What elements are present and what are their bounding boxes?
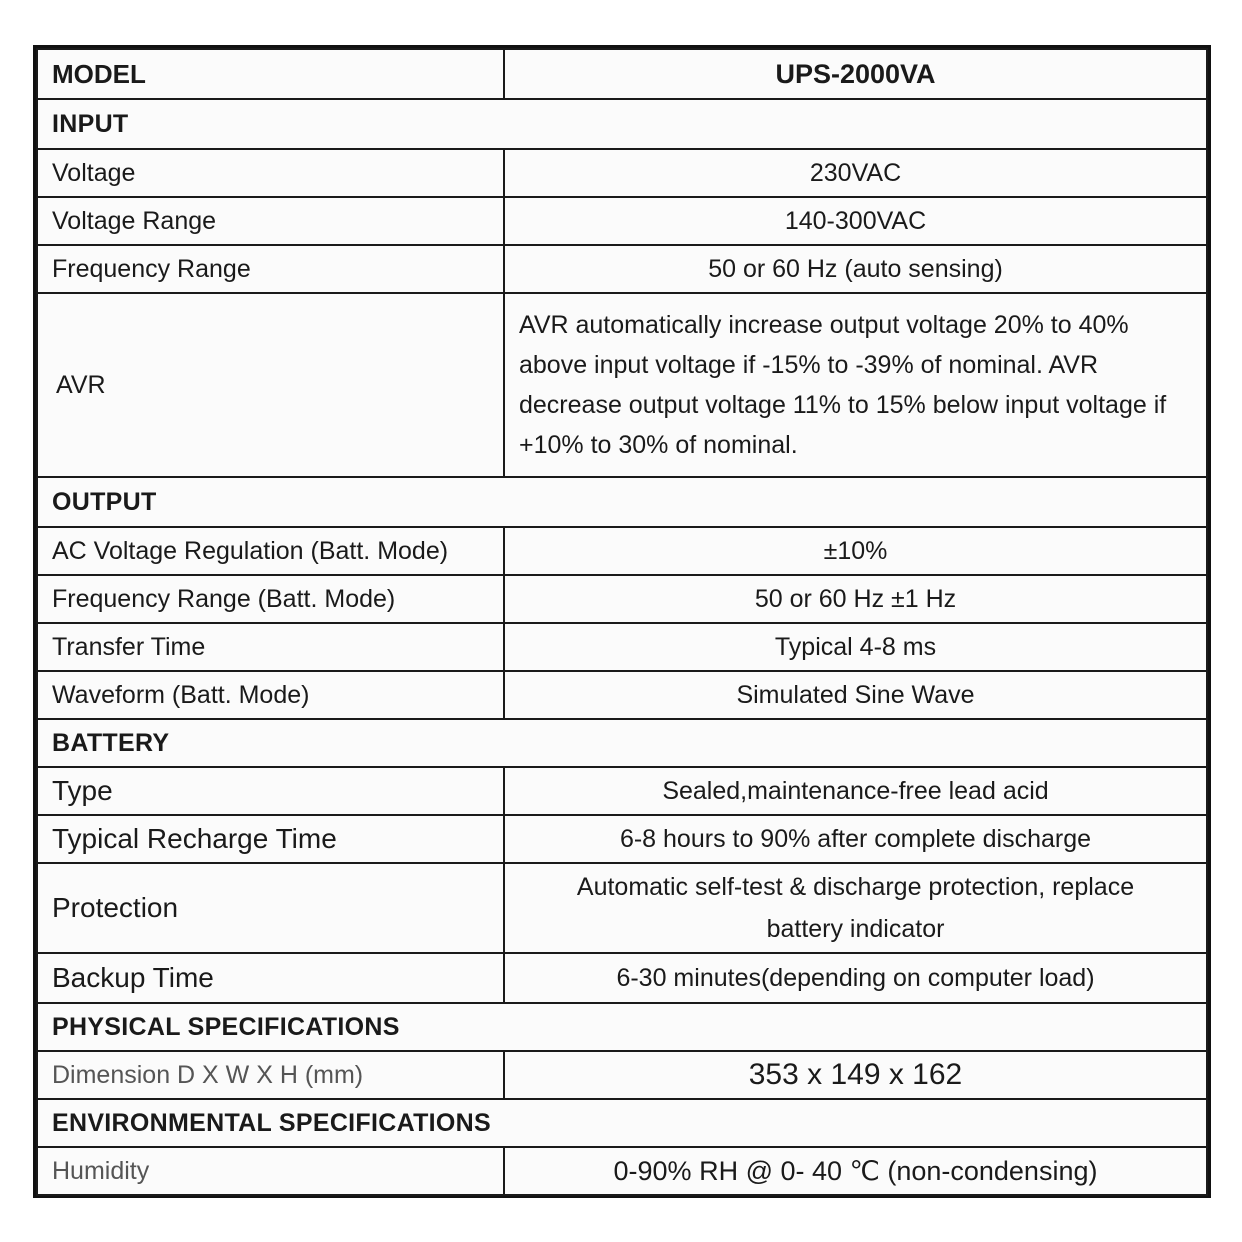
row-value: 6-30 minutes(depending on computer load) (504, 953, 1207, 1003)
row-value: 6-8 hours to 90% after complete discharge (504, 815, 1207, 863)
row-value: 50 or 60 Hz ±1 Hz (504, 575, 1207, 623)
row-label: Dimension D X W X H (mm) (37, 1051, 504, 1099)
row-value: AVR automatically increase output voltage 20% to 40% above input voltage if -15% to -39% of nominal. AVR decrease output voltage 11% to 15% below input voltage if +10% to 30% of nominal. (504, 293, 1207, 477)
table-row (37, 1051, 1207, 1099)
spec-sheet (33, 45, 1211, 1198)
row-value: Typical 4-8 ms (504, 623, 1207, 671)
row-value: 230VAC (504, 149, 1207, 197)
model-label: MODEL (37, 49, 504, 99)
table-row (37, 671, 1207, 719)
section-title: INPUT (37, 99, 1207, 149)
row-value: 0-90% RH @ 0- 40 ℃ (non-condensing) (504, 1147, 1207, 1195)
row-label: Frequency Range (Batt. Mode) (37, 575, 504, 623)
section-title: OUTPUT (37, 477, 1207, 527)
table-row (37, 767, 1207, 815)
table-row (37, 953, 1207, 1003)
row-label: Voltage Range (37, 197, 504, 245)
table-row (37, 527, 1207, 575)
section-header-input (37, 99, 1207, 149)
table-row (37, 863, 1207, 953)
section-title: BATTERY (37, 719, 1207, 767)
section-header-environmental (37, 1099, 1207, 1147)
row-value: Simulated Sine Wave (504, 671, 1207, 719)
row-value: Automatic self-test & discharge protection, replace battery indicator (504, 863, 1207, 953)
row-label: Transfer Time (37, 623, 504, 671)
row-label: Protection (37, 863, 504, 953)
row-value: 353 x 149 x 162 (504, 1051, 1207, 1099)
row-label: Waveform (Batt. Mode) (37, 671, 504, 719)
model-row (37, 49, 1207, 99)
table-row (37, 197, 1207, 245)
row-value: ±10% (504, 527, 1207, 575)
row-label: Typical Recharge Time (37, 815, 504, 863)
table-row (37, 245, 1207, 293)
row-label: Voltage (37, 149, 504, 197)
row-label: Type (37, 767, 504, 815)
row-label: Frequency Range (37, 245, 504, 293)
section-header-output (37, 477, 1207, 527)
row-label: AC Voltage Regulation (Batt. Mode) (37, 527, 504, 575)
section-header-physical (37, 1003, 1207, 1051)
table-row (37, 623, 1207, 671)
row-value: Sealed,maintenance-free lead acid (504, 767, 1207, 815)
section-title: PHYSICAL SPECIFICATIONS (37, 1003, 1207, 1051)
row-value: 140-300VAC (504, 197, 1207, 245)
table-row (37, 149, 1207, 197)
row-label: Backup Time (37, 953, 504, 1003)
row-label: Humidity (37, 1147, 504, 1195)
section-title: ENVIRONMENTAL SPECIFICATIONS (37, 1099, 1207, 1147)
model-value: UPS-2000VA (504, 49, 1207, 99)
section-header-battery (37, 719, 1207, 767)
row-value: 50 or 60 Hz (auto sensing) (504, 245, 1207, 293)
spec-table (36, 48, 1208, 1196)
table-row-avr (37, 293, 1207, 477)
table-row (37, 1147, 1207, 1195)
table-row (37, 815, 1207, 863)
table-row (37, 575, 1207, 623)
row-label: AVR (37, 293, 504, 477)
